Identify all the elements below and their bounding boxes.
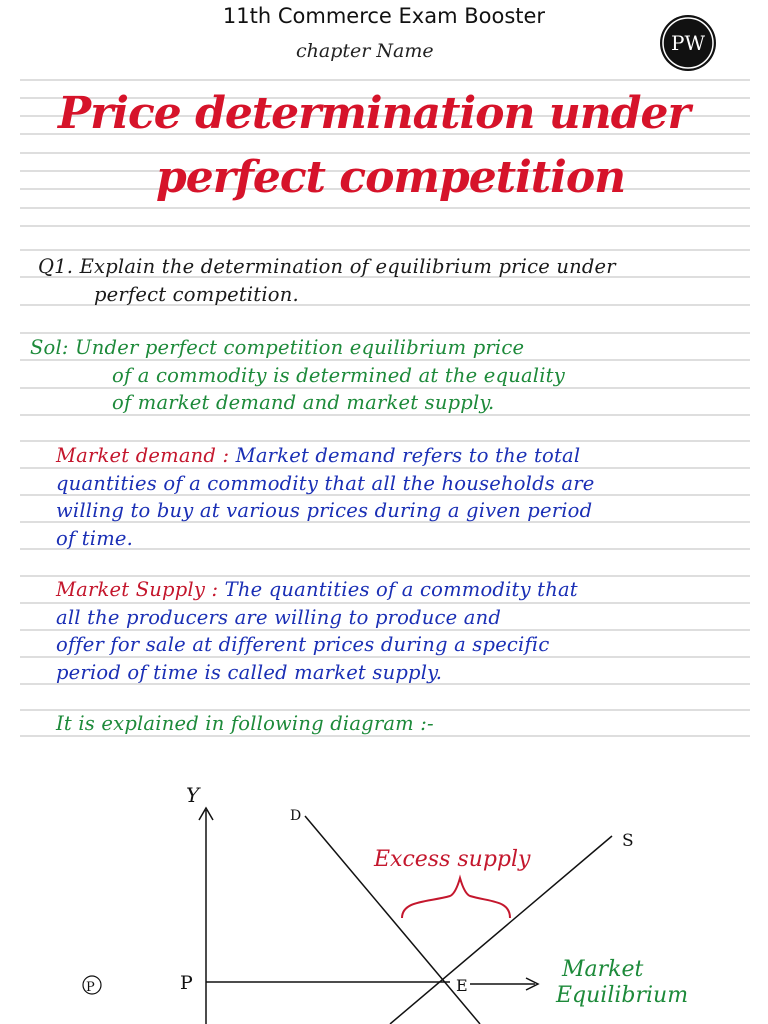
market-demand-heading: Market demand : (56, 444, 230, 467)
market-demand-line4: of time. (56, 526, 134, 550)
price-label: P (180, 972, 193, 994)
market-supply-heading: Market Supply : (56, 578, 219, 601)
y-axis-label: Y (186, 783, 200, 807)
solution (30, 334, 720, 417)
market-demand-definition (56, 442, 716, 552)
demand-label: D (290, 808, 302, 824)
chapter-label: chapter Name (296, 40, 434, 62)
supply-label: S (622, 831, 634, 851)
excess-supply-brace (402, 878, 510, 918)
header-title: 11th Commerce Exam Booster (222, 4, 546, 28)
solution-line2: of a commodity is determined at the equality (112, 363, 565, 387)
market-equilibrium-line2: Equilibrium (556, 983, 689, 1008)
equilibrium-point-label: E (456, 976, 468, 995)
question-line1: Explain the determination of equilibrium price under (79, 255, 616, 278)
question-label: Q1. (38, 255, 74, 278)
market-equilibrium-line1: Market (562, 957, 644, 982)
question-line2: perfect competition. (94, 282, 299, 306)
market-demand-line1: Market demand refers to the total (235, 444, 581, 467)
diagram-intro: It is explained in following diagram :- (56, 712, 434, 735)
market-supply-line1: The quantities of a commodity that (224, 578, 578, 601)
question-1 (38, 253, 718, 308)
excess-supply-label: Excess supply (374, 847, 531, 872)
pw-logo-text: PW (670, 31, 706, 55)
solution-line1: Under perfect competition equilibrium price (75, 336, 525, 359)
chapter-title-line2: perfect competition (156, 152, 626, 203)
market-supply-line3: offer for sale at different prices during a specific (56, 633, 550, 656)
market-supply-line4: period of time is called market supply. (56, 660, 443, 684)
market-supply-line2: all the producers are willing to produce and (56, 605, 502, 629)
market-demand-line3: willing to buy at various prices during a given period (56, 499, 593, 522)
chapter-title-line1: Price determination under (58, 88, 690, 139)
chapter-title (58, 82, 708, 210)
market-supply-definition (56, 576, 716, 686)
solution-label: Sol: (30, 336, 69, 359)
side-mark: P (86, 980, 95, 995)
equilibrium-diagram (0, 740, 768, 1024)
market-demand-line2: quantities of a commodity that all the households are (56, 471, 595, 495)
solution-line3: of market demand and market supply. (112, 391, 495, 414)
